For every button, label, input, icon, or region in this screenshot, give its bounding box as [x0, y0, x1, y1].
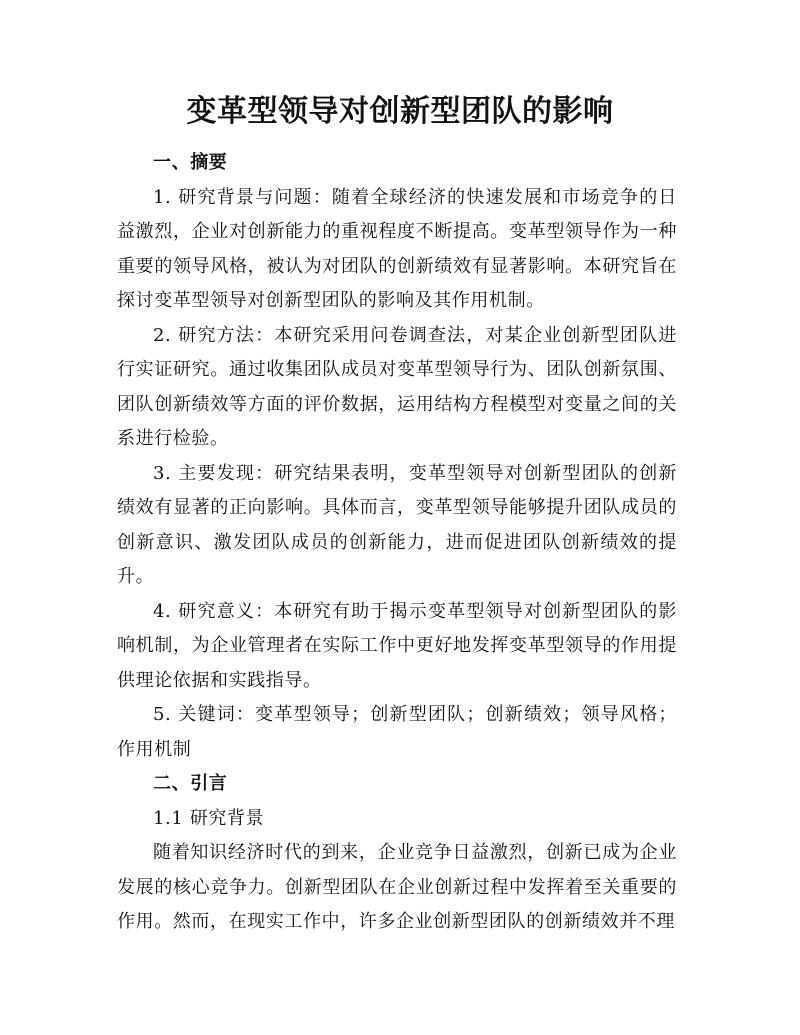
abstract-item-findings: 3. 主要发现：研究结果表明，变革型领导对创新型团队的创新绩效有显著的正向影响。具体而言，变革型领导能够提升团队成员的创新意识、激发团队成员的创新能力，进而促进团队创新绩效的提升。 [117, 462, 677, 587]
document-body [117, 146, 677, 940]
abstract-item-method: 2. 研究方法：本研究采用问卷调查法，对某企业创新型团队进行实证研究。通过收集团队成员对变革型领导行为、团队创新氛围、团队创新绩效等方面的评价数据，运用结构方程模型对变量之间的关系进行检验。 [117, 324, 677, 449]
abstract-item-background: 1. 研究背景与问题：随着全球经济的快速发展和市场竞争的日益激烈，企业对创新能力的重视程度不断提高。变革型领导作为一种重要的领导风格，被认为对团队的创新绩效有显著影响。本研究旨在探讨变革型领导对创新型团队的影响及其作用机制。 [117, 186, 677, 311]
section-heading-introduction: 二、引言 [153, 773, 228, 794]
abstract-item-keywords: 5. 关键词：变革型领导；创新型团队；创新绩效；领导风格；作用机制 [117, 704, 677, 760]
introduction-paragraph: 随着知识经济时代的到来，企业竞争日益激烈，创新已成为企业发展的核心竞争力。创新型团队在企业创新过程中发挥着至关重要的作用。然而，在现实工作中，许多企业创新型团队的创新绩效并不理 [117, 842, 677, 932]
subsection-heading-background: 1.1 研究背景 [153, 807, 265, 829]
abstract-item-significance: 4. 研究意义：本研究有助于揭示变革型领导对创新型团队的影响机制，为企业管理者在实际工作中更好地发挥变革型领导的作用提供理论依据和实践指导。 [117, 600, 677, 691]
section-heading-abstract: 一、摘要 [153, 152, 228, 173]
document-title: 变革型领导对创新型团队的影响 [186, 94, 614, 129]
